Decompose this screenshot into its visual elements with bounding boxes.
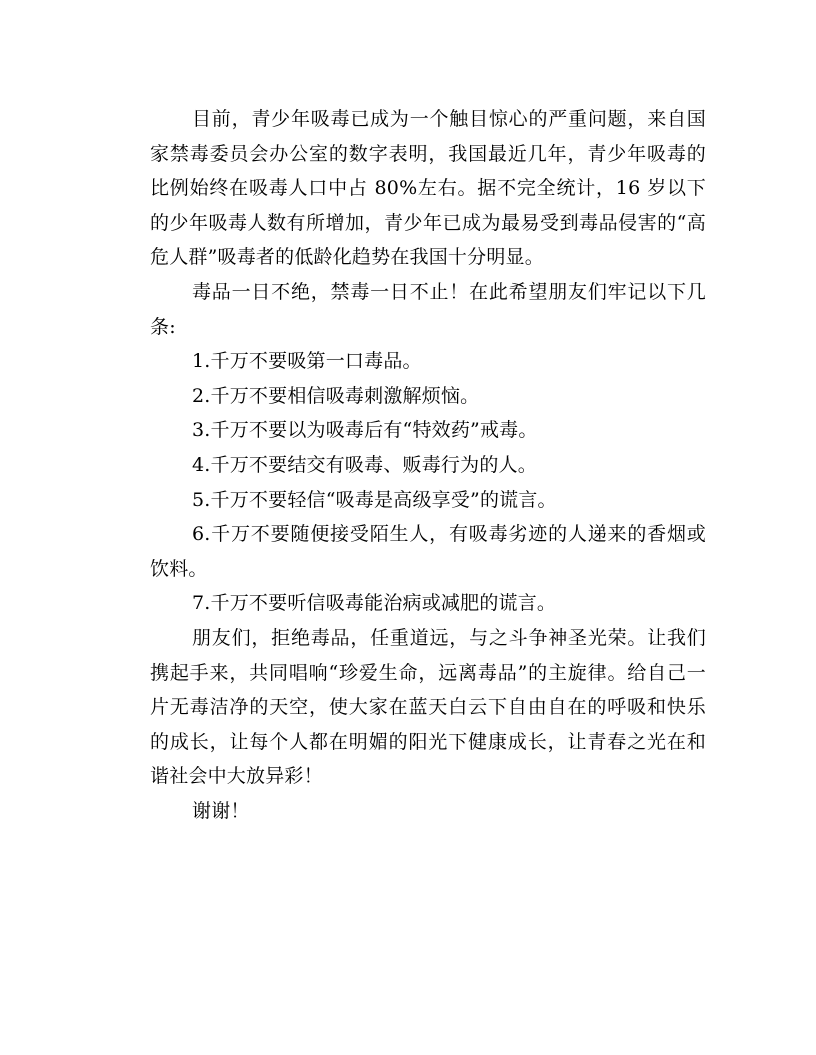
paragraph-thanks: 谢谢！ xyxy=(192,799,250,822)
list-item-6: 6.千万不要随便接受陌生人，有吸毒劣迹的人递来的香烟或饮料。 xyxy=(150,523,706,580)
list-item-4: 4.千万不要结交有吸毒、贩毒行为的人。 xyxy=(192,453,537,476)
list-item-5: 5.千万不要轻信“吸毒是高级享受”的谎言。 xyxy=(192,488,557,511)
list-item-2: 2.千万不要相信吸毒刺激解烦恼。 xyxy=(192,384,480,407)
document-body xyxy=(150,102,706,828)
paragraph-intro: 目前，青少年吸毒已成为一个触目惊心的严重问题，来自国家禁毒委员会办公室的数字表明，我国最近几年，青少年吸毒的比例始终在吸毒人口中占 80%左右。据不完全统计，16 岁以下的少年吸毒人数有所增加，青少年已成为最易受到毒品侵害的“高危人群”吸毒者的低龄化趋势在我国十分明显。 xyxy=(150,108,706,269)
list-item-3: 3.千万不要以为吸毒后有“特效药”戒毒。 xyxy=(192,419,538,442)
list-item-7: 7.千万不要听信吸毒能治病或减肥的谎言。 xyxy=(192,592,557,615)
paragraph-closing: 朋友们，拒绝毒品，任重道远，与之斗争神圣光荣。让我们携起手来，共同唱响“珍爱生命，远离毒品”的主旋律。给自己一片无毒洁净的天空，使大家在蓝天白云下自由自在的呼吸和快乐的成长，让每个人都在明媚的阳光下健康成长，让青春之光在和谐社会中大放异彩！ xyxy=(150,626,706,788)
list-item-1: 1.千万不要吸第一口毒品。 xyxy=(192,350,422,373)
paragraph-appeal: 毒品一日不绝，禁毒一日不止！在此希望朋友们牢记以下几条: xyxy=(150,280,706,338)
